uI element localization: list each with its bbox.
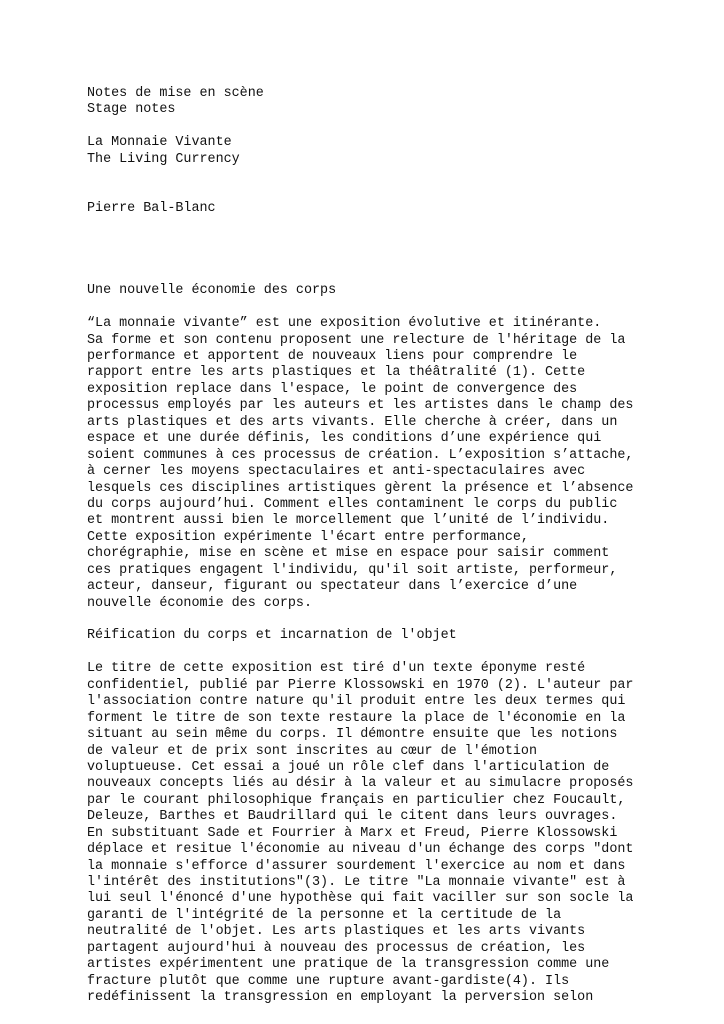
paragraph-line: En substituant Sade et Fourrier à Marx et Freud, Pierre Klossowski bbox=[87, 825, 618, 841]
paragraph-line: lui seul l'énoncé d'une hypothèse qui fait vaciller sur son socle la bbox=[87, 891, 634, 907]
paragraph-line: nouveaux concepts liés au désir à la valeur et au simulacre proposés bbox=[87, 776, 634, 792]
paragraph-line: l'intérêt des institutions"(3). Le titre "La monnaie vivante" est à bbox=[87, 875, 626, 891]
section-heading: Une nouvelle économie des corps bbox=[87, 283, 337, 299]
paragraph-line: redéfinissent la transgression en employant la perversion selon bbox=[87, 990, 594, 1006]
paragraph-line: neutralité de l'objet. Les arts plastiques et les arts vivants bbox=[87, 924, 586, 940]
paragraph-line: “La monnaie vivante” est une exposition évolutive et itinérante. bbox=[87, 316, 602, 332]
paragraph-line: espace et une durée définis, les conditions d’une expérience qui bbox=[87, 431, 602, 447]
title-french: Notes de mise en scène bbox=[87, 86, 264, 101]
paragraph-line: du corps aujourd’hui. Comment elles contaminent le corps du public bbox=[87, 496, 618, 512]
paragraph-line: chorégraphie, mise en scène et mise en espace pour saisir comment bbox=[87, 546, 610, 562]
section-paragraph bbox=[87, 316, 647, 612]
paragraph-line: déplace et resitue l'économie au niveau d'un échange des corps "dont bbox=[87, 842, 634, 858]
paragraph-line: Deleuze, Barthes et Baudrillard qui le citent dans leurs ouvrages. bbox=[87, 809, 618, 825]
paragraph-line: Le titre de cette exposition est tiré d'un texte éponyme resté bbox=[87, 661, 586, 677]
paragraph-line: partagent aujourd'hui à nouveau des processus de création, les bbox=[87, 940, 586, 956]
paragraph-line: situant au sein même du corps. Il démontre ensuite que les notions bbox=[87, 727, 618, 743]
paragraph-line: nouvelle économie des corps. bbox=[87, 595, 312, 611]
paragraph-line: acteur, danseur, figurant ou spectateur dans l’exercice d’une bbox=[87, 579, 578, 595]
paragraph-line: forment le titre de son texte restaure la place de l'économie en la bbox=[87, 710, 626, 726]
paragraph-line: de valeur et de prix sont inscrites au cœur de l'émotion bbox=[87, 743, 537, 759]
paragraph-line: rapport entre les arts plastiques et la théâtralité (1). Cette bbox=[87, 365, 586, 381]
paragraph-line: confidentiel, publié par Pierre Klossowski en 1970 (2). L'auteur par bbox=[87, 677, 634, 693]
subtitle-english: The Living Currency bbox=[87, 151, 240, 167]
paragraph-line: arts plastiques et des arts vivants. Elle cherche à créer, dans un bbox=[87, 414, 618, 430]
paragraph-line: soient communes à ces processus de création. L’exposition s’attache, bbox=[87, 447, 634, 463]
paragraph-line: voluptueuse. Cet essai a joué un rôle clef dans l'articulation de bbox=[87, 759, 610, 775]
paragraph-line: la monnaie s'efforce d'assurer sourdement l'exercice au nom et dans bbox=[87, 858, 626, 874]
paragraph-line: l'association contre nature qu'il produit entre les deux termes qui bbox=[87, 694, 626, 710]
section-heading: Réification du corps et incarnation de l'objet bbox=[87, 628, 457, 644]
paragraph-line: lesquels ces disciplines artistiques gèrent la présence et l’absence bbox=[87, 480, 634, 496]
paragraph-line: à cerner les moyens spectaculaires et anti-spectaculaires avec bbox=[87, 464, 586, 480]
paragraph-line: garanti de l'intégrité de la personne et la certitude de la bbox=[87, 907, 562, 923]
paragraph-line: processus employés par les auteurs et les artistes dans le champ des bbox=[87, 398, 634, 414]
paragraph-line: fracture plutôt que comme une rupture avant-gardiste(4). Ils bbox=[87, 973, 570, 989]
paragraph-line: Cette exposition expérimente l'écart entre performance, bbox=[87, 529, 529, 545]
document-body bbox=[87, 86, 647, 1007]
paragraph-line: performance et apportent de nouveaux liens pour comprendre le bbox=[87, 349, 578, 365]
subtitle-french: La Monnaie Vivante bbox=[87, 135, 232, 151]
paragraph-line: et montrent aussi bien le morcellement que l’unité de l’individu. bbox=[87, 513, 610, 529]
author-name: Pierre Bal-Blanc bbox=[87, 201, 216, 217]
paragraph-line: artistes expérimentent une pratique de la transgression comme une bbox=[87, 957, 610, 973]
paragraph-line: exposition replace dans l'espace, le point de convergence des bbox=[87, 381, 578, 397]
section-paragraph bbox=[87, 661, 647, 1006]
paragraph-line: Sa forme et son contenu proposent une relecture de l'héritage de la bbox=[87, 332, 626, 348]
title-english: Stage notes bbox=[87, 102, 176, 118]
paragraph-line: ces pratiques engagent l'individu, qu'il soit artiste, performeur, bbox=[87, 562, 618, 578]
paragraph-line: par le courant philosophique français en particulier chez Foucault, bbox=[87, 792, 626, 808]
